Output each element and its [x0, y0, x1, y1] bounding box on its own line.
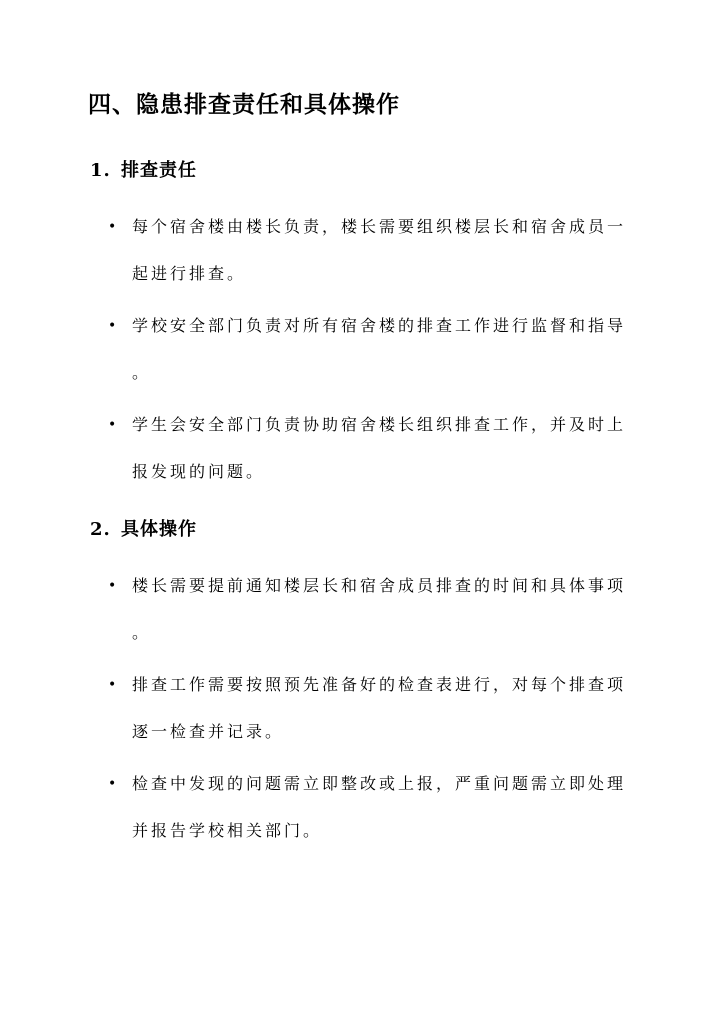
list-item-line: 排查工作需要按照预先准备好的检查表进行，对每个排查项: [132, 675, 627, 694]
bullet-icon: •: [108, 677, 120, 693]
bullet-icon: •: [108, 578, 120, 594]
bullet-icon: •: [108, 417, 120, 433]
subsection-number: 1.: [90, 160, 111, 181]
subsection-title: 具体操作: [121, 519, 197, 540]
list-item-line: 学校安全部门负责对所有宿舍楼的排查工作进行监督和指导: [132, 316, 627, 335]
list-item-line: 每个宿舍楼由楼长负责，楼长需要组织楼层长和宿舍成员一: [132, 217, 627, 236]
list-item-line: 楼长需要提前通知楼层长和宿舍成员排查的时间和具体事项: [132, 576, 627, 595]
subsection-number: 2.: [90, 519, 111, 540]
list-item-line: 。: [132, 363, 152, 382]
subsection-heading-2: [90, 515, 197, 541]
list-item-line: 。: [132, 623, 152, 642]
subsection-heading-1: [90, 156, 197, 182]
list-item-line: 学生会安全部门负责协助宿舍楼长组织排查工作，并及时上: [132, 415, 627, 434]
list-item-line: 逐一检查并记录。: [132, 722, 285, 741]
section-title: 四、隐患排查责任和具体操作: [88, 91, 400, 118]
list-item-line: 并报告学校相关部门。: [132, 821, 323, 840]
bullet-icon: •: [108, 776, 120, 792]
list-item-line: 检查中发现的问题需立即整改或上报，严重问题需立即处理: [132, 774, 627, 793]
list-item-line: 起进行排查。: [132, 264, 247, 283]
bullet-icon: •: [108, 318, 120, 334]
bullet-icon: •: [108, 219, 120, 235]
subsection-title: 排查责任: [121, 160, 197, 181]
list-item-line: 报发现的问题。: [132, 462, 266, 481]
